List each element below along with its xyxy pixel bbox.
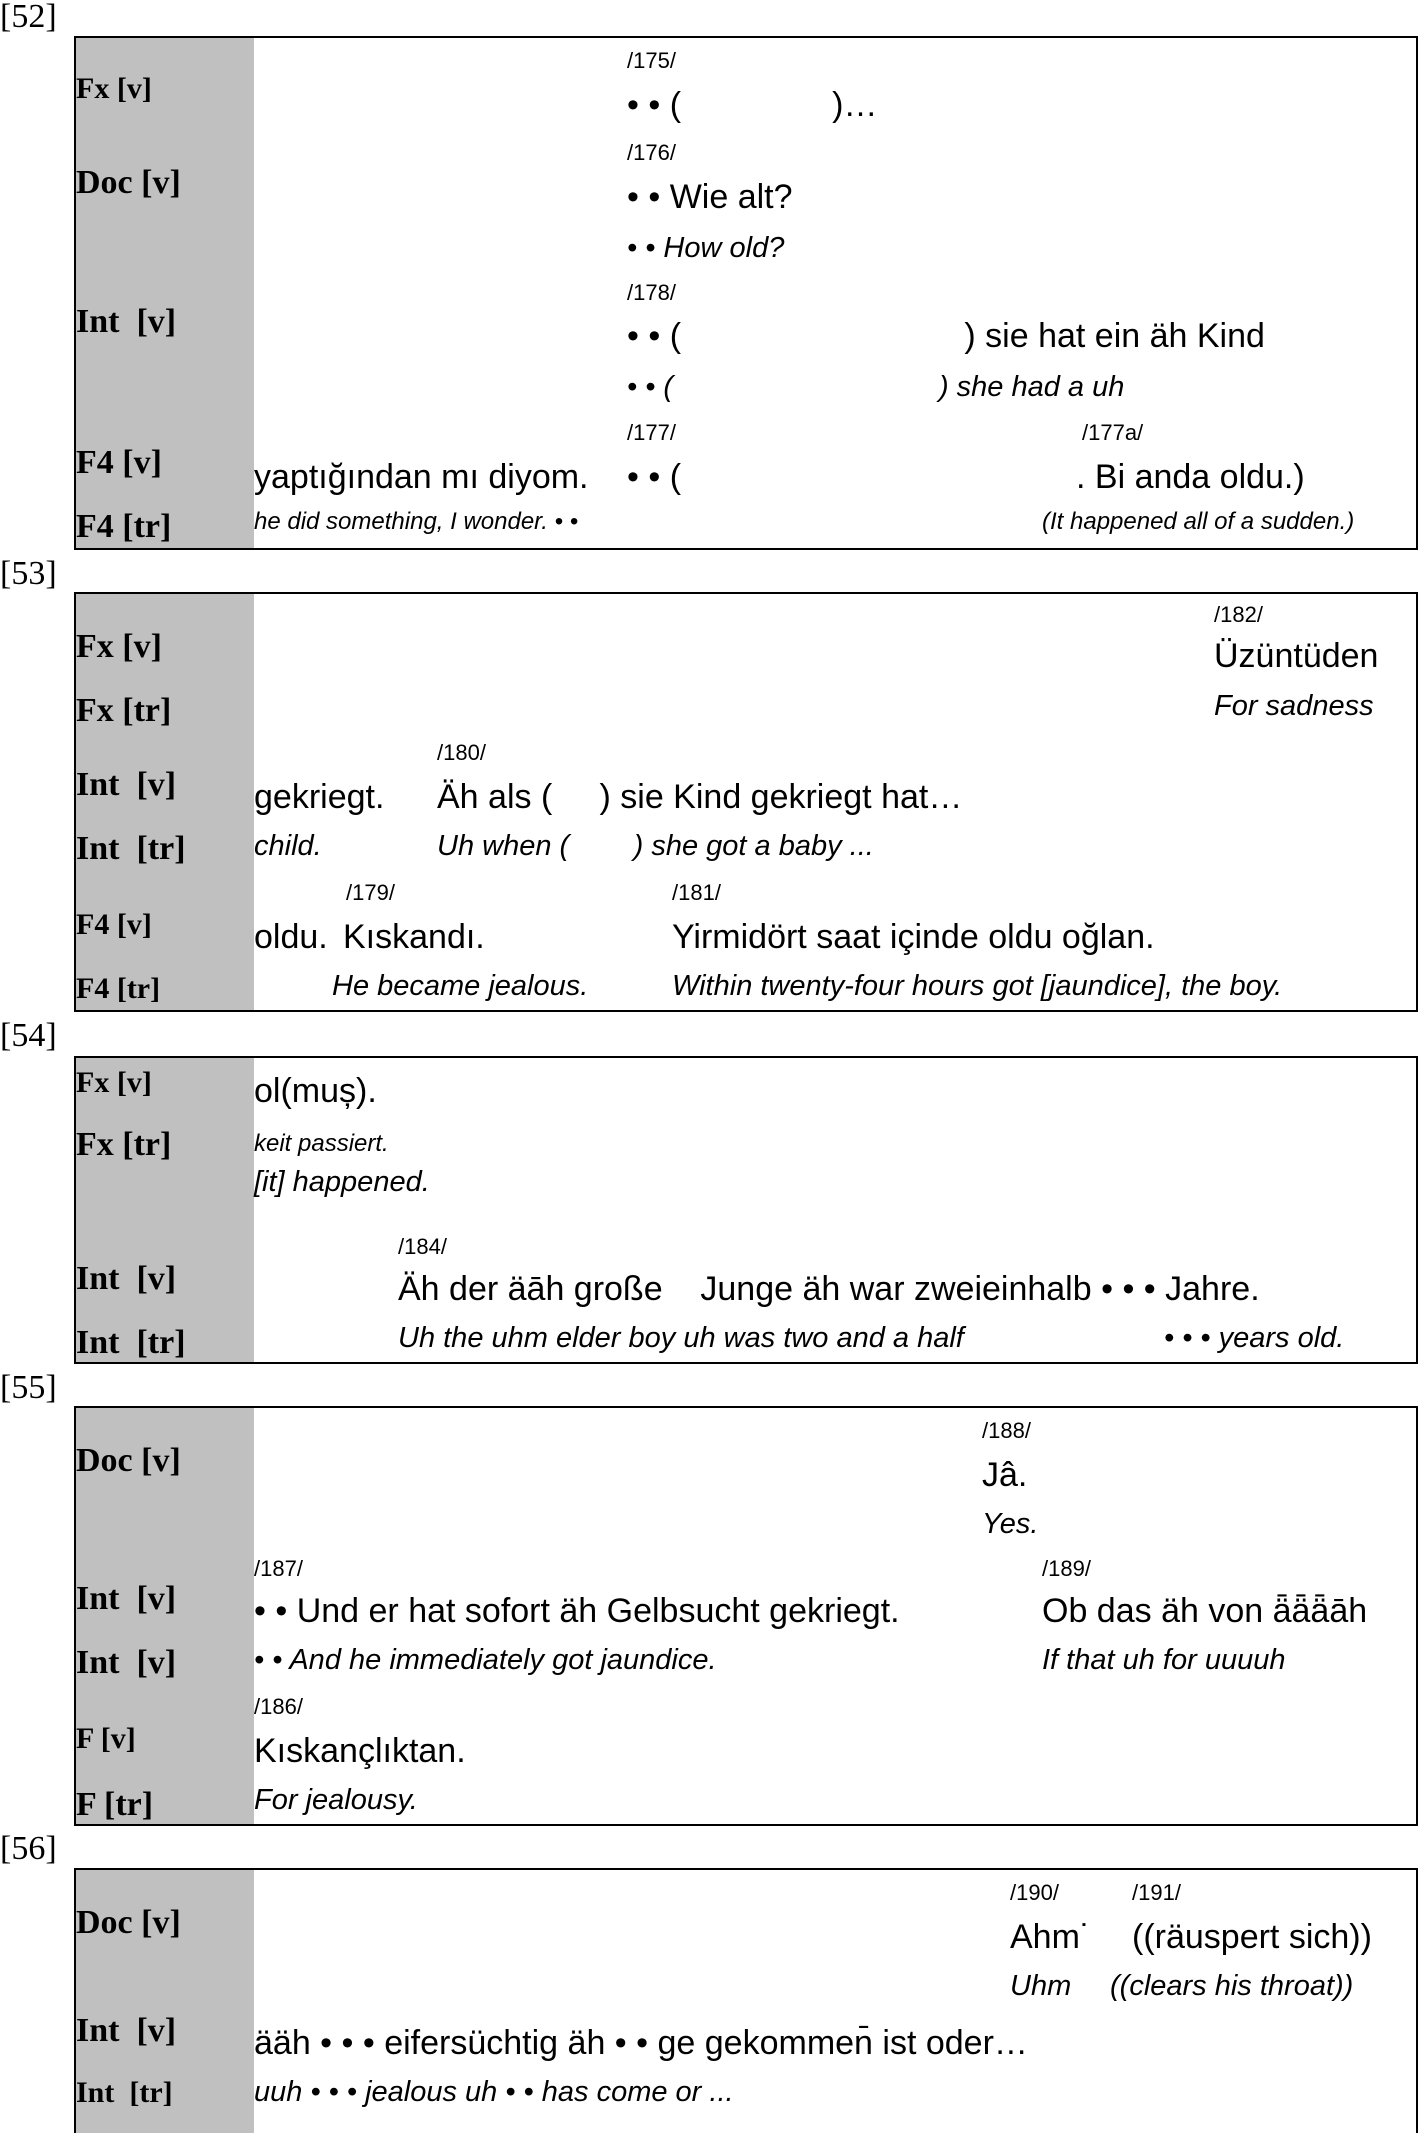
speaker-label: Int [v] (76, 303, 177, 340)
speaker-label: F [v] (76, 1722, 136, 1755)
speaker-gutter (76, 1058, 254, 1362)
speaker-label: Int [v] (76, 1644, 177, 1681)
translation-text: [it] happened. (254, 1166, 430, 1198)
utterance-text: • • ( (627, 458, 682, 496)
translation-text: Within twenty-four hours got [jaundice], the boy. (672, 970, 1283, 1002)
translation-text: • • How old? (627, 232, 785, 264)
translation-text: he did something, I wonder. • • (254, 508, 579, 535)
speaker-label: Fx [v] (76, 628, 162, 665)
block-56 (74, 1868, 1418, 2133)
utterance-text: Yirmidört saat içinde oldu oğlan. (672, 918, 1155, 956)
block-55 (74, 1406, 1418, 1826)
utterance-number: /178/ (627, 280, 676, 305)
utterance-text: • • ( ) sie hat ein äh Kind (627, 317, 1265, 355)
utterance-text: gekriegt. (254, 778, 385, 816)
utterance-text: Ob das äh von ǟǟǟāh (1042, 1592, 1368, 1630)
utterance-text: • • ( )… (627, 86, 878, 124)
speaker-label: Int [v] (76, 1260, 177, 1297)
utterance-text: Üzüntüden (1214, 637, 1379, 675)
utterance-text: Äh als ( ) sie Kind gekriegt hat… (437, 778, 963, 816)
speaker-label: F [tr] (76, 1786, 154, 1823)
translation-text: He became jealous. (332, 970, 589, 1002)
translation-text: child. (254, 830, 322, 862)
speaker-label: Int [v] (76, 2012, 177, 2049)
speaker-label: Fx [v] (76, 72, 152, 105)
utterance-text: Äh der äāh große Junge äh war zweieinhalb • • • Jahre. (398, 1270, 1260, 1308)
utterance-text: . Bi anda oldu.) (1076, 458, 1305, 496)
utterance-number: /176/ (627, 140, 676, 165)
utterance-text: yaptığından mı diyom. (254, 458, 589, 496)
translation-text: For sadness (1214, 690, 1374, 722)
utterance-number: /190/ (1010, 1880, 1059, 1905)
utterance-text: ääh • • • eifersüchtig äh • • ge gekommen̄ ist oder… (254, 2024, 1028, 2062)
translation-text: Uhm (1010, 1970, 1072, 2002)
utterance-number: /189/ (1042, 1556, 1091, 1581)
utterance-text: • • Und er hat sofort äh Gelbsucht gekriegt. (254, 1592, 900, 1630)
speaker-label: Doc [v] (76, 164, 181, 201)
translation-text: Uh the uhm elder boy uh was two and a half (398, 1322, 964, 1354)
speaker-label: Fx [tr] (76, 1126, 172, 1163)
utterance-text: ol(muș). (254, 1072, 377, 1110)
speaker-label: Int [tr] (76, 830, 186, 867)
speaker-label: F4 [tr] (76, 972, 161, 1005)
utterance-number: /179/ (346, 880, 395, 905)
block-55-label: [55] (0, 1369, 57, 1406)
utterance-text: oldu. (254, 918, 328, 956)
block-54 (74, 1056, 1418, 1364)
utterance-number: /187/ (254, 1556, 303, 1581)
translation-text: • • • years old. (1164, 1322, 1345, 1354)
translation-text: For jealousy. (254, 1784, 418, 1816)
translation-text: ((clears his throat)) (1110, 1970, 1354, 2002)
speaker-label: F4 [tr] (76, 508, 172, 545)
speaker-label: Doc [v] (76, 1442, 181, 1479)
speaker-label: Int [tr] (76, 2076, 173, 2109)
translation-text: • • And he immediately got jaundice. (254, 1644, 717, 1676)
speaker-label: F4 [v] (76, 444, 162, 481)
block-52 (74, 36, 1418, 550)
translation-text: Uh when ( ) she got a baby ... (437, 830, 874, 862)
utterance-text: Kıskançlıktan. (254, 1732, 466, 1770)
speaker-label: Int [v] (76, 1580, 177, 1617)
translation-text: If that uh for uuuuh (1042, 1644, 1286, 1676)
speaker-label: F4 [v] (76, 908, 152, 941)
speaker-label: Fx [tr] (76, 692, 172, 729)
speaker-label: Int [tr] (76, 1324, 186, 1361)
utterance-number: /188/ (982, 1418, 1031, 1443)
block-56-label: [56] (0, 1830, 57, 1867)
translation-text: • • ( ) she had a uh (627, 371, 1125, 403)
utterance-text: ((räuspert sich)) (1132, 1918, 1372, 1956)
block-52-label: [52] (0, 0, 57, 35)
utterance-number: /180/ (437, 740, 486, 765)
utterance-text: • • Wie alt? (627, 178, 793, 216)
utterance-text: Kıskandı. (343, 918, 485, 956)
utterance-number: /182/ (1214, 602, 1263, 627)
utterance-number: /177/ (627, 420, 676, 445)
block-54-label: [54] (0, 1017, 57, 1054)
utterance-text: Jâ. (982, 1456, 1028, 1494)
translation-text: Yes. (982, 1508, 1039, 1540)
utterance-number: /177a/ (1082, 420, 1144, 445)
translation-text: (It happened all of a sudden.) (1042, 508, 1355, 535)
utterance-number: /191/ (1132, 1880, 1181, 1905)
utterance-number: /186/ (254, 1694, 303, 1719)
translation-text: keit passiert. (254, 1130, 389, 1157)
speaker-label: Fx [v] (76, 1066, 152, 1099)
utterance-number: /184/ (398, 1234, 447, 1259)
utterance-text: Ahm˙ (1010, 1918, 1092, 1956)
speaker-label: Doc [v] (76, 1904, 181, 1941)
speaker-label: Int [v] (76, 766, 177, 803)
translation-text: uuh • • • jealous uh • • has come or ... (254, 2076, 734, 2108)
utterance-number: /181/ (672, 880, 721, 905)
utterance-number: /175/ (627, 48, 676, 73)
block-53-label: [53] (0, 555, 57, 592)
block-53 (74, 592, 1418, 1012)
